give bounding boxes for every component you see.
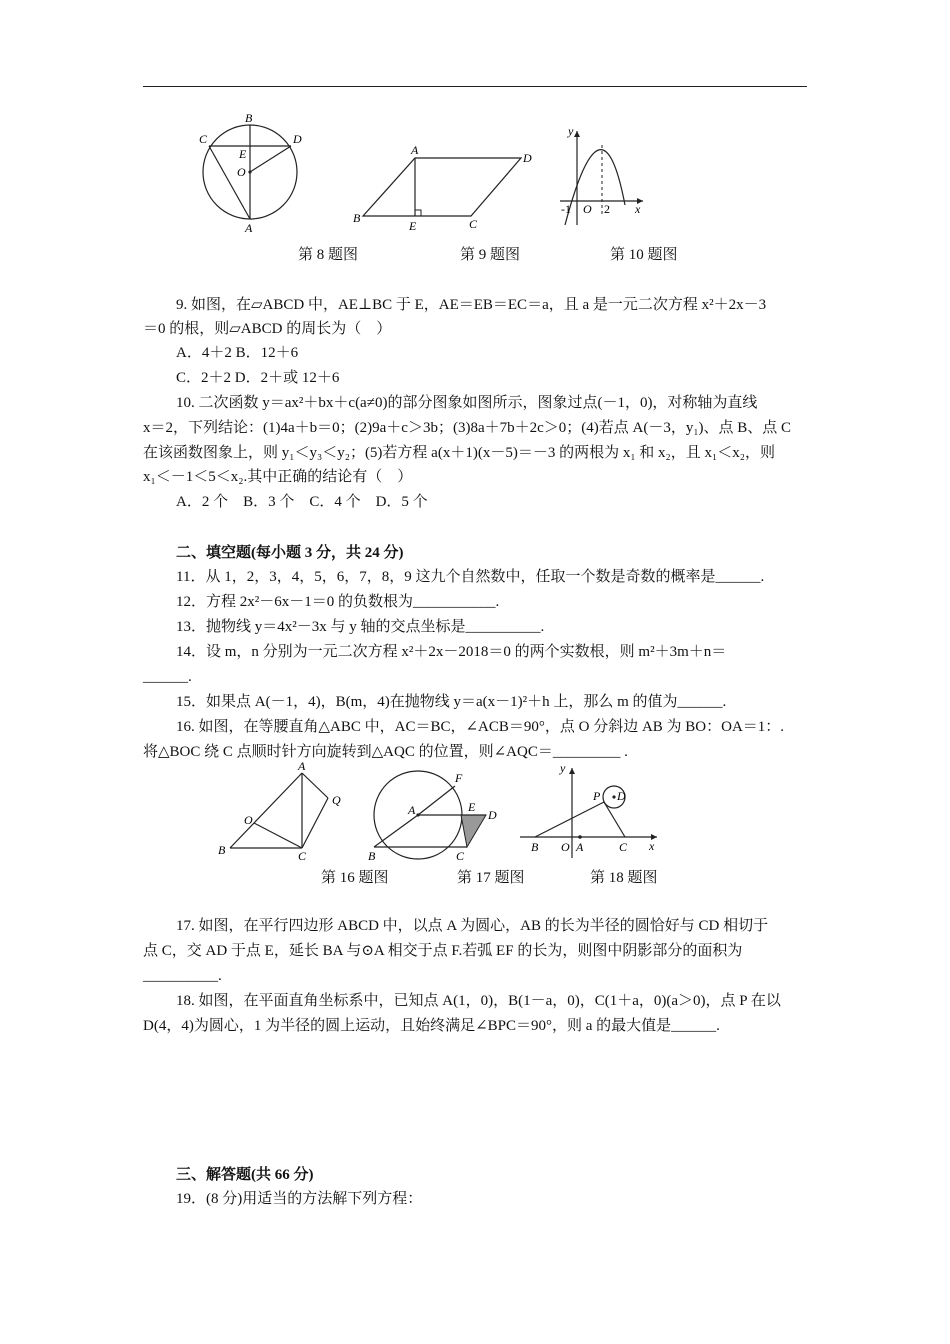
section-2-title: 二、填空题(每小题 3 分，共 24 分)	[176, 545, 404, 561]
q18-line1: 18. 如图，在平面直角坐标系中，已知点 A(1，0)，B(1－a，0)，C(1＋a，0)(a＞0)，点 P 在以	[176, 993, 781, 1009]
q17-line1: 17. 如图，在平行四边形 ABCD 中，以点 A 为圆心，AB 的长为半径的圆恰好与 CD 相切于	[176, 918, 769, 934]
q12: 12．方程 2x²－6x－1＝0 的负数根为___________.	[176, 594, 500, 610]
q17-line3: __________.	[143, 968, 222, 984]
fig10-label-O: O	[583, 202, 592, 216]
fig17-label-F: F	[455, 771, 463, 785]
fig10-label-2: 2	[604, 202, 610, 216]
fig18-label-B: B	[531, 840, 539, 854]
fig10-label-y: y	[568, 125, 574, 138]
caption-fig8: 第 8 题图	[298, 247, 359, 263]
figure-10	[555, 125, 650, 230]
fig9-label-C: C	[469, 217, 478, 231]
figure-17	[368, 764, 503, 864]
q10-line4: x₁＜－1＜5＜x₂.其中正确的结论有（ ）	[143, 469, 413, 485]
q15: 15．如果点 A(－1，4)，B(m，4)在抛物线 y＝a(x－1)²＋h 上，那么 m 的值为______.	[176, 694, 727, 710]
q11: 11．从 1，2，3，4，5，6，7，8，9 这九个自然数中，任取一个数是奇数的概率是______.	[176, 569, 765, 585]
fig17-label-D: D	[488, 808, 497, 822]
fig18-label-y: y	[560, 761, 566, 775]
q18-line2: D(4，4)为圆心，1 为半径的圆上运动，且始终满足∠BPC＝90°，则 a 的最大值是______.	[143, 1018, 720, 1034]
section-3-title: 三、解答题(共 66 分)	[176, 1167, 314, 1183]
caption-fig10: 第 10 题图	[610, 247, 678, 263]
fig16-label-O: O	[244, 813, 253, 827]
fig16-label-B: B	[218, 843, 226, 857]
q14-line1: 14．设 m，n 分别为一元二次方程 x²＋2x－2018＝0 的两个实数根，则 m²＋3m＋n＝	[176, 644, 727, 660]
fig9-label-E: E	[409, 219, 417, 233]
q16-line2: 将△BOC 绕 C 点顺时针方向旋转到△AQC 的位置，则∠AQC＝_________ .	[143, 744, 628, 760]
caption-fig18: 第 18 题图	[590, 870, 658, 886]
fig8-label-A: A	[245, 221, 253, 235]
q9-options-cd: C．2＋2 D．2＋或 12＋6	[176, 370, 340, 386]
fig18-label-P: P	[593, 789, 601, 803]
fig8-label-B: B	[245, 111, 253, 125]
fig18-label-C: C	[619, 840, 628, 854]
figure-16	[210, 758, 355, 863]
fig17-label-A: A	[408, 803, 416, 817]
q10-options: A．2 个 B．3 个 C．4 个 D．5 个	[176, 494, 428, 510]
caption-fig16: 第 16 题图	[321, 870, 389, 886]
header-rule	[143, 86, 807, 87]
fig16-label-Q: Q	[332, 793, 341, 807]
fig8-label-D: D	[293, 132, 302, 146]
q9-line1: 9. 如图，在▱ABCD 中，AE⊥BC 于 E，AE＝EB＝EC＝a，且 a 是一元二次方程 x²＋2x－3	[176, 297, 767, 313]
caption-fig9: 第 9 题图	[460, 247, 521, 263]
fig17-label-E: E	[468, 800, 476, 814]
fig18-label-D: D	[617, 789, 626, 803]
q10-line1: 10. 二次函数 y＝ax²＋bx＋c(a≠0)的部分图象如图所示，图象过点(－1，0)，对称轴为直线	[176, 395, 758, 411]
q9-line2: ＝0 的根，则▱ABCD 的周长为（ ）	[143, 321, 392, 337]
fig17-label-C: C	[456, 849, 465, 863]
q10-line3: 在该函数图象上，则 y₁＜y₃＜y₂；(5)若方程 a(x＋1)(x－5)＝－3 的两根为 x₁ 和 x₂，且 x₁＜x₂，则	[143, 445, 775, 461]
fig10-label-neg1: -1	[561, 202, 571, 216]
fig16-label-C: C	[298, 849, 307, 863]
fig10-label-x: x	[635, 202, 641, 216]
fig9-label-A: A	[411, 143, 419, 157]
fig18-label-A: A	[576, 840, 584, 854]
q17-line2: 点 C，交 AD 于点 E，延长 BA 与⊙A 相交于点 F.若弧 EF 的长为，则图中阴影部分的面积为	[143, 943, 743, 959]
fig8-label-E: E	[239, 147, 247, 161]
caption-fig17: 第 17 题图	[457, 870, 525, 886]
fig17-label-B: B	[368, 849, 376, 863]
q19: 19．(8 分)用适当的方法解下列方程：	[176, 1191, 423, 1207]
q13: 13．抛物线 y＝4x²－3x 与 y 轴的交点坐标是__________.	[176, 619, 545, 635]
fig9-label-B: B	[353, 211, 361, 225]
q10-line2: x＝2，下列结论：(1)4a＋b＝0；(2)9a＋c＞3b；(3)8a＋7b＋2c＞0；(4)若点 A(－3，y₁)、点 B、点 C	[143, 420, 792, 436]
fig16-label-A: A	[298, 759, 306, 773]
fig18-label-x: x	[649, 839, 655, 853]
q9-options-ab: A．4＋2 B．12＋6	[176, 345, 299, 361]
figure-8	[195, 110, 310, 235]
fig8-label-C: C	[199, 132, 208, 146]
fig18-label-O: O	[561, 840, 570, 854]
q16-line1: 16. 如图，在等腰直角△ABC 中，AC＝BC，∠ACB＝90°，点 O 分斜边 AB 为 BO：OA＝1：.	[176, 719, 785, 735]
fig9-label-D: D	[523, 151, 532, 165]
q14-line2: ______.	[143, 669, 192, 685]
figure-9	[345, 140, 540, 235]
figure-18	[515, 758, 665, 863]
fig8-label-O: O	[237, 165, 246, 179]
